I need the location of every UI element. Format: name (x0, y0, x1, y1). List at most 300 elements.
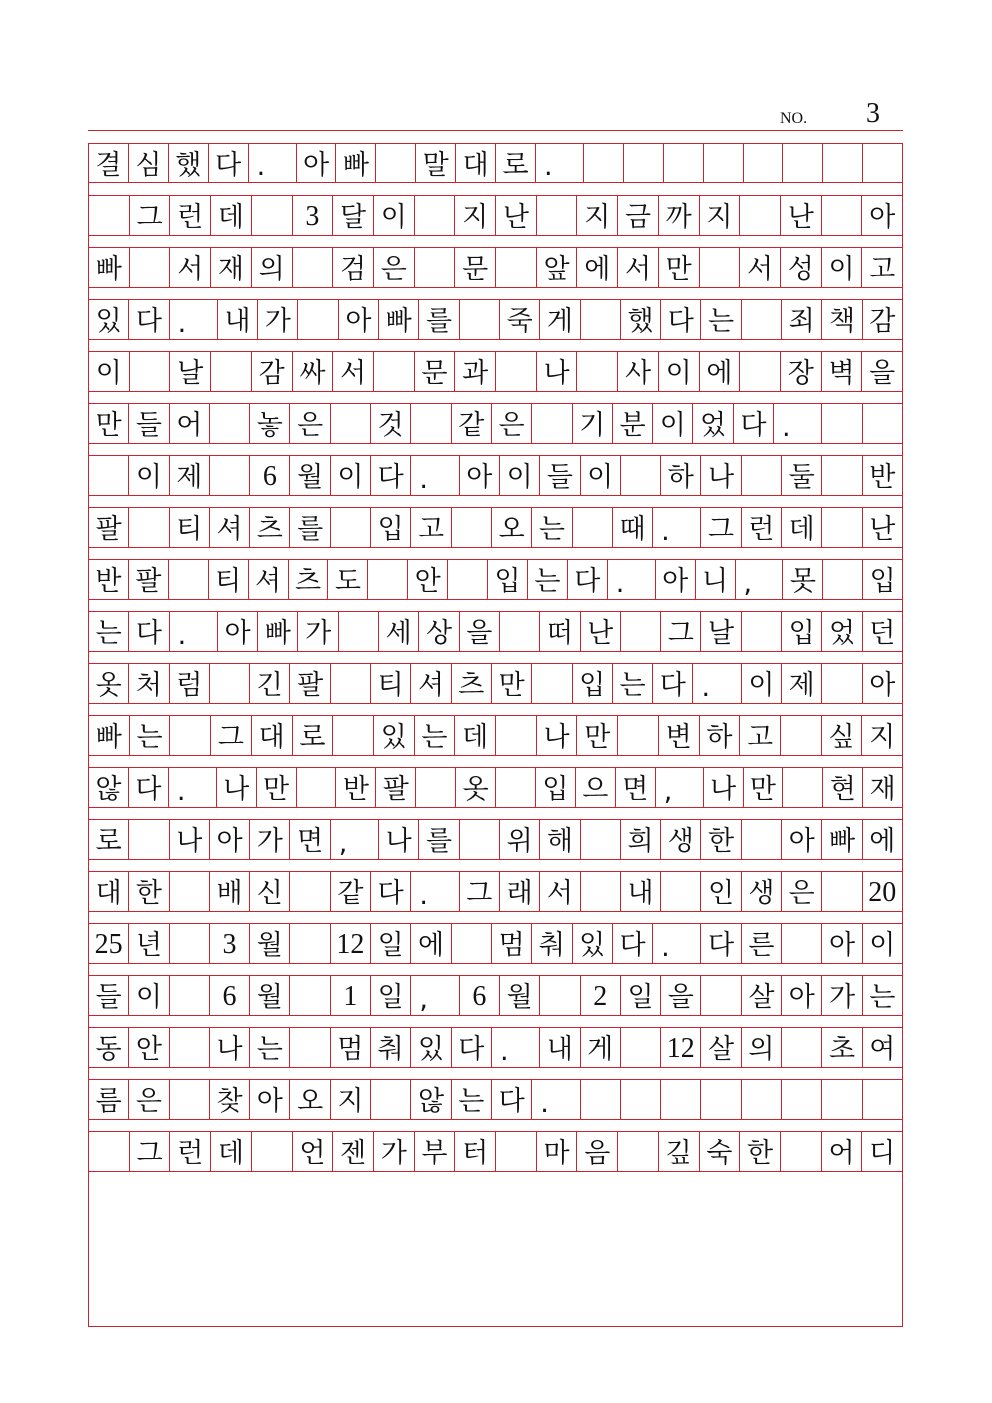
grid-cell: . (170, 612, 218, 652)
grid-cell: 결 (89, 144, 129, 182)
grid-cell: 말 (416, 144, 456, 182)
grid-cell: 빠 (336, 144, 376, 182)
grid-cell (624, 144, 664, 182)
grid-cell (701, 976, 741, 1016)
grid-cell (581, 820, 621, 860)
grid-cell (416, 768, 456, 808)
grid-cell (290, 976, 330, 1016)
grid-cell: 이 (869, 929, 896, 961)
grid-cell: 로 (89, 820, 129, 860)
grid-cell: 장 (781, 352, 822, 392)
grid-cell: 의 (742, 1028, 782, 1068)
grid-cell (863, 404, 902, 444)
grid-cell: 들 (89, 976, 129, 1016)
grid-cell (661, 872, 701, 912)
grid-cell: 상 (419, 612, 459, 652)
grid-row (89, 299, 902, 341)
grid-cell (252, 196, 293, 236)
grid-cell: 에 (869, 825, 896, 857)
grid-cell: 찾 (210, 1080, 250, 1120)
grid-cell: 만 (577, 716, 618, 756)
grid-cell: 이 (581, 456, 621, 496)
grid-cell: 했 (621, 300, 661, 340)
grid-cell (742, 1080, 782, 1120)
grid-cell (415, 196, 456, 236)
grid-cell: 는 (452, 1080, 492, 1120)
grid-cell: 앞 (537, 248, 578, 288)
grid-cell: 가 (298, 612, 338, 652)
grid-cell: 6 (250, 456, 290, 496)
grid-cell: 아 (869, 669, 896, 701)
grid-cell: 다 (209, 144, 249, 182)
grid-cell (740, 196, 781, 236)
grid-cell: 이 (129, 976, 169, 1016)
grid-cell: 빠 (89, 248, 130, 288)
grid-cell (298, 300, 338, 340)
grid-cell: 아 (250, 1080, 290, 1120)
grid-cell (783, 144, 823, 182)
grid-cell: 일 (371, 924, 411, 964)
grid-cell: 월 (290, 456, 330, 496)
grid-cell: . (693, 664, 741, 704)
grid-cell: 옷 (456, 768, 496, 808)
grid-cell: . (411, 456, 459, 496)
grid-cell (170, 976, 210, 1016)
grid-cell: 해 (540, 820, 580, 860)
grid-cell (573, 508, 613, 548)
grid-row (89, 195, 902, 237)
grid-cell (823, 560, 863, 600)
grid-cell: 지 (700, 196, 741, 236)
grid-cell (170, 1080, 210, 1120)
grid-cell: 안 (408, 560, 448, 600)
grid-row (89, 1027, 902, 1069)
grid-cell: 팔 (89, 508, 129, 548)
grid-cell: 나 (170, 820, 210, 860)
grid-cell: 데 (211, 1132, 252, 1172)
grid-cell: 티 (371, 664, 411, 704)
grid-cell (331, 404, 371, 444)
grid-cell: 변 (659, 716, 700, 756)
grid-cell: 다 (492, 1080, 532, 1120)
grid-cell: 책 (822, 300, 862, 340)
grid-cell: . (536, 144, 584, 182)
grid-cell: 도 (328, 560, 368, 600)
grid-cell: 했 (169, 144, 209, 182)
grid-cell (621, 612, 661, 652)
grid-cell: 에 (700, 352, 741, 392)
grid-cell: 재 (869, 773, 896, 805)
grid-cell: 런 (170, 196, 211, 236)
grid-cell: 었 (693, 404, 733, 444)
grid-cell: 싶 (822, 716, 863, 756)
grid-cell: 이 (89, 352, 130, 392)
grid-cell: 는 (613, 664, 653, 704)
grid-cell (297, 768, 337, 808)
grid-cell: 럼 (170, 664, 210, 704)
grid-cell: 20 (868, 877, 897, 909)
grid-cell: 숙 (700, 1132, 741, 1172)
grid-cell: 래 (500, 872, 540, 912)
grid-cell: 2 (581, 976, 621, 1016)
grid-cell: 데 (782, 508, 822, 548)
grid-cell (170, 872, 210, 912)
grid-cell: 다 (129, 768, 169, 808)
grid-cell: 다 (653, 664, 693, 704)
grid-cell: 배 (210, 872, 250, 912)
grid-row (89, 871, 902, 913)
grid-cell (863, 144, 902, 182)
grid-cell (537, 196, 578, 236)
grid-cell: 이 (331, 456, 371, 496)
grid-cell: 서 (740, 248, 781, 288)
grid-cell: 의 (252, 248, 293, 288)
grid-cell: 이 (500, 456, 540, 496)
grid-cell: 면 (290, 820, 330, 860)
grid-cell: 안 (129, 1028, 169, 1068)
grid-cell: . (492, 1028, 540, 1068)
grid-cell: 가 (374, 1132, 415, 1172)
grid-cell: 달 (333, 196, 374, 236)
grid-cell: 서 (618, 248, 659, 288)
grid-cell: 서 (540, 872, 580, 912)
grid-cell: 6 (210, 976, 250, 1016)
grid-cell: 문 (455, 248, 496, 288)
grid-cell: 오 (290, 1080, 330, 1120)
grid-cell: 난 (496, 196, 537, 236)
grid-cell: . (608, 560, 656, 600)
grid-row (89, 455, 902, 497)
grid-cell (581, 1080, 621, 1120)
grid-cell: 한 (740, 1132, 781, 1172)
grid-cell (170, 924, 210, 964)
grid-cell (700, 248, 741, 288)
grid-cell: 이 (129, 456, 169, 496)
grid-cell: 신 (250, 872, 290, 912)
grid-cell (822, 404, 862, 444)
grid-cell: 심 (129, 144, 169, 182)
grid-cell: 대 (456, 144, 496, 182)
grid-cell: 성 (781, 248, 822, 288)
grid-cell: 기 (573, 404, 613, 444)
grid-cell: 날 (701, 612, 741, 652)
grid-cell: 은 (374, 248, 415, 288)
grid-cell: 그 (211, 716, 252, 756)
grid-cell (822, 872, 862, 912)
grid-cell: 런 (170, 1132, 211, 1172)
grid-cell: 지 (455, 196, 496, 236)
grid-cell (411, 404, 451, 444)
grid-cell: 데 (455, 716, 496, 756)
grid-cell: 만 (659, 248, 700, 288)
grid-cell: 셔 (249, 560, 289, 600)
grid-cell: 는 (130, 716, 171, 756)
grid-cell: 이 (653, 404, 693, 444)
grid-cell (130, 248, 171, 288)
grid-cell: 티 (209, 560, 249, 600)
grid-cell: 입 (536, 768, 576, 808)
grid-cell: 들 (540, 456, 580, 496)
grid-cell: 죄 (782, 300, 822, 340)
grid-cell: 둘 (782, 456, 822, 496)
grid-cell (863, 1080, 902, 1120)
grid-cell: 한 (129, 872, 169, 912)
grid-cell: 은 (129, 1080, 169, 1120)
grid-cell (333, 716, 374, 756)
grid-cell: 살 (701, 1028, 741, 1068)
grid-cell (742, 300, 782, 340)
grid-cell: 는 (528, 560, 568, 600)
grid-cell: 팔 (129, 560, 169, 600)
grid-cell: 나 (537, 352, 578, 392)
grid-cell: 음 (577, 1132, 618, 1172)
grid-cell (460, 300, 500, 340)
grid-cell: 난 (869, 513, 896, 545)
grid-cell (704, 144, 744, 182)
grid-cell: 희 (621, 820, 661, 860)
grid-cell: 그 (460, 872, 500, 912)
grid-cell: 않 (89, 768, 129, 808)
grid-cell: 은 (782, 872, 822, 912)
grid-cell: 재 (211, 248, 252, 288)
grid-cell: 때 (613, 508, 653, 548)
grid-cell: 빠 (89, 716, 130, 756)
grid-cell (822, 1080, 862, 1120)
grid-cell: 이 (822, 248, 863, 288)
grid-cell: 입 (573, 664, 613, 704)
grid-cell: 만 (89, 404, 129, 444)
grid-cell (822, 456, 862, 496)
grid-cell: 다 (613, 924, 653, 964)
grid-cell: 다 (568, 560, 608, 600)
grid-cell: 내 (540, 1028, 580, 1068)
grid-cell: 다 (129, 300, 169, 340)
grid-cell (339, 612, 379, 652)
grid-cell: 어 (822, 1132, 863, 1172)
grid-cell: 인 (701, 872, 741, 912)
grid-cell: 놓 (250, 404, 290, 444)
grid-cell (170, 1028, 210, 1068)
grid-cell: 나 (210, 1028, 250, 1068)
grid-cell: 고 (411, 508, 451, 548)
grid-cell: 아 (782, 976, 822, 1016)
grid-cell: . (653, 924, 701, 964)
grid-cell (210, 404, 250, 444)
grid-cell (368, 560, 408, 600)
grid-cell (452, 924, 492, 964)
grid-cell: 입 (488, 560, 528, 600)
grid-cell: 는 (701, 300, 741, 340)
grid-cell: 옷 (89, 664, 129, 704)
grid-cell: 빠 (379, 300, 419, 340)
grid-cell: 어 (170, 404, 210, 444)
grid-cell: 까 (659, 196, 700, 236)
grid-cell (823, 144, 863, 182)
grid-cell (290, 924, 330, 964)
grid-cell: 다 (129, 612, 169, 652)
grid-cell: 입 (869, 565, 896, 597)
grid-cell (822, 196, 863, 236)
grid-row (89, 507, 902, 549)
grid-cell: 감 (252, 352, 293, 392)
grid-cell: . (170, 300, 218, 340)
grid-cell (496, 768, 536, 808)
grid-cell: 츠 (452, 664, 492, 704)
grid-cell (581, 300, 621, 340)
grid-cell: 않 (411, 1080, 451, 1120)
grid-cell: 초 (822, 1028, 862, 1068)
grid-cell: 를 (419, 300, 459, 340)
grid-cell (460, 820, 500, 860)
grid-cell: 생 (661, 820, 701, 860)
grid-cell: 다 (661, 300, 701, 340)
grid-cell (740, 352, 781, 392)
grid-cell: 게 (581, 1028, 621, 1068)
grid-cell: 나 (537, 716, 578, 756)
grid-cell (782, 1080, 822, 1120)
grid-cell: 를 (419, 820, 459, 860)
grid-cell: 셔 (210, 508, 250, 548)
grid-row (89, 351, 902, 393)
grid-cell: 터 (455, 1132, 496, 1172)
grid-cell: 은 (290, 404, 330, 444)
grid-cell: 고 (869, 253, 896, 285)
grid-cell: 젠 (333, 1132, 374, 1172)
grid-cell: 아 (218, 612, 258, 652)
grid-cell: 는 (869, 981, 896, 1013)
grid-cell: 6 (460, 976, 500, 1016)
grid-cell: 로 (293, 716, 334, 756)
grid-cell: 깊 (659, 1132, 700, 1172)
manuscript-grid (88, 143, 903, 1327)
grid-cell: 츠 (250, 508, 290, 548)
grid-cell: 나 (379, 820, 419, 860)
grid-cell: 일 (371, 976, 411, 1016)
grid-cell: 셔 (411, 664, 451, 704)
grid-cell: 아 (822, 924, 862, 964)
grid-cell (415, 248, 456, 288)
grid-row (89, 144, 902, 183)
grid-cell (742, 612, 782, 652)
grid-cell: 디 (869, 1137, 896, 1169)
grid-cell: 여 (869, 1033, 896, 1065)
grid-cell: 반 (336, 768, 376, 808)
grid-cell (618, 1132, 659, 1172)
grid-cell (452, 508, 492, 548)
grid-cell: 반 (869, 461, 896, 493)
grid-cell: 분 (613, 404, 653, 444)
grid-row (89, 767, 902, 809)
grid-cell: 에 (411, 924, 451, 964)
grid-cell: 가 (822, 976, 862, 1016)
grid-cell: 만 (257, 768, 297, 808)
grid-cell: 는 (415, 716, 456, 756)
grid-cell: 대 (89, 872, 129, 912)
grid-cell: 처 (129, 664, 169, 704)
grid-cell (822, 508, 862, 548)
grid-cell (331, 508, 371, 548)
grid-cell: 위 (500, 820, 540, 860)
grid-cell: . (411, 872, 459, 912)
grid-cell: 3 (293, 196, 334, 236)
grid-cell: 것 (371, 404, 411, 444)
grid-cell (448, 560, 488, 600)
grid-cell (374, 352, 415, 392)
grid-cell: 동 (89, 1028, 129, 1068)
grid-cell: 던 (869, 617, 896, 649)
grid-cell: 하 (661, 456, 701, 496)
grid-cell: 으 (576, 768, 616, 808)
grid-cell: 게 (540, 300, 580, 340)
grid-cell: . (774, 404, 822, 444)
grid-cell (376, 144, 416, 182)
grid-cell: 런 (742, 508, 782, 548)
grid-cell: , (656, 768, 704, 808)
grid-cell: 과 (455, 352, 496, 392)
grid-cell (781, 1132, 822, 1172)
grid-cell: 생 (742, 872, 782, 912)
grid-row (89, 663, 902, 705)
grid-cell (210, 456, 250, 496)
grid-row (89, 715, 902, 757)
grid-cell (532, 664, 572, 704)
grid-cell: 언 (293, 1132, 334, 1172)
grid-row (89, 819, 902, 861)
grid-cell (290, 872, 330, 912)
grid-cell: 감 (869, 305, 896, 337)
grid-cell (701, 1080, 741, 1120)
grid-cell: . (532, 1080, 580, 1120)
grid-cell (822, 664, 862, 704)
grid-cell: 다 (371, 456, 411, 496)
grid-cell: 팔 (376, 768, 416, 808)
grid-cell: 내 (218, 300, 258, 340)
grid-cell (496, 716, 537, 756)
grid-cell: 이 (659, 352, 700, 392)
grid-cell: 같 (452, 404, 492, 444)
grid-cell: 싸 (293, 352, 334, 392)
grid-cell: . (249, 144, 297, 182)
grid-cell: 는 (250, 1028, 290, 1068)
grid-cell: 있 (411, 1028, 451, 1068)
grid-cell: 금 (618, 196, 659, 236)
grid-cell: 아 (656, 560, 696, 600)
grid-cell (532, 404, 572, 444)
grid-cell (496, 248, 537, 288)
grid-cell: . (169, 768, 217, 808)
grid-cell (781, 716, 822, 756)
grid-cell (210, 664, 250, 704)
grid-cell: 월 (250, 976, 290, 1016)
grid-cell (496, 352, 537, 392)
grid-cell: 월 (500, 976, 540, 1016)
grid-cell: 은 (492, 404, 532, 444)
grid-cell: 이 (742, 664, 782, 704)
grid-cell: 부 (415, 1132, 456, 1172)
grid-cell (371, 1080, 411, 1120)
grid-cell: 나 (701, 456, 741, 496)
grid-cell (252, 1132, 293, 1172)
grid-cell: 있 (89, 300, 129, 340)
grid-cell: 마 (537, 1132, 578, 1172)
page-number-label: NO. (780, 110, 808, 127)
grid-cell (540, 976, 580, 1016)
grid-cell: 그 (130, 1132, 171, 1172)
grid-cell: 12 (331, 924, 371, 964)
grid-cell: 다 (452, 1028, 492, 1068)
grid-cell: 문 (415, 352, 456, 392)
grid-cell (129, 508, 169, 548)
